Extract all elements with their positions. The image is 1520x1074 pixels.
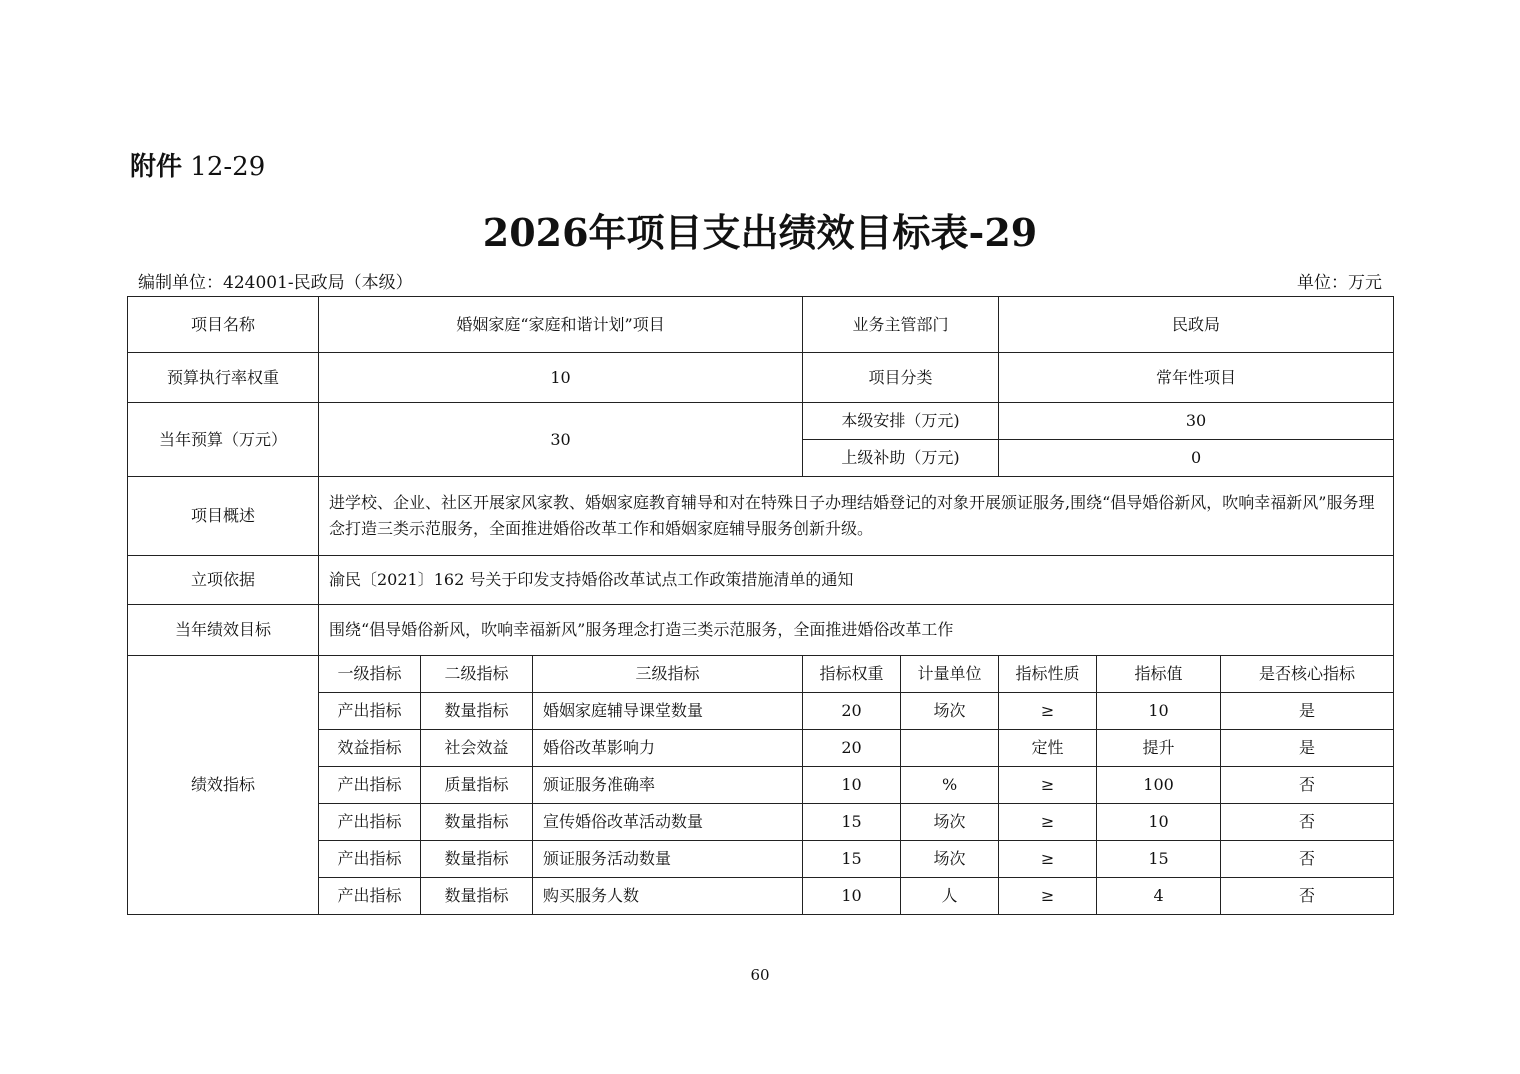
- category-value: 常年性项目: [999, 353, 1394, 403]
- indicator-cell: 婚姻家庭辅导课堂数量: [533, 693, 803, 730]
- indicator-header-cell: 是否核心指标: [1221, 656, 1394, 693]
- indicator-cell: 购买服务人数: [533, 878, 803, 915]
- goal-value: 围绕“倡导婚俗新风，吹响幸福新风”服务理念打造三类示范服务，全面推进婚俗改革工作: [319, 605, 1394, 656]
- dept-value: 民政局: [999, 297, 1394, 353]
- indicator-cell: 15: [1097, 841, 1221, 878]
- local-label: 本级安排（万元): [803, 403, 999, 440]
- indicator-cell: ≥: [999, 693, 1097, 730]
- indicator-header-cell: 指标权重: [803, 656, 901, 693]
- indicator-cell: 数量指标: [421, 804, 533, 841]
- category-label: 项目分类: [803, 353, 999, 403]
- indicator-header-cell: 指标值: [1097, 656, 1221, 693]
- budget-value: 30: [319, 403, 803, 477]
- indicator-cell: 产出指标: [319, 878, 421, 915]
- indicator-cell: 颁证服务活动数量: [533, 841, 803, 878]
- indicator-cell: 15: [803, 804, 901, 841]
- indicator-cell: 定性: [999, 730, 1097, 767]
- indicator-header-cell: 三级指标: [533, 656, 803, 693]
- indicator-cell: 20: [803, 730, 901, 767]
- indicator-cell: 20: [803, 693, 901, 730]
- indicator-cell: 10: [803, 878, 901, 915]
- indicator-header-cell: 计量单位: [901, 656, 999, 693]
- attachment-number: 12-29: [190, 152, 266, 182]
- project-name-label: 项目名称: [128, 297, 319, 353]
- compiling-unit: 编制单位：424001-民政局（本级）: [138, 273, 413, 293]
- indicator-cell: 数量指标: [421, 693, 533, 730]
- weight-row: [128, 353, 1394, 403]
- summary-row: [128, 477, 1394, 556]
- indicator-cell: 10: [803, 767, 901, 804]
- basis-row: [128, 556, 1394, 605]
- indicator-cell: 颁证服务准确率: [533, 767, 803, 804]
- indicators-label: 绩效指标: [128, 656, 319, 915]
- indicator-cell: 婚俗改革影响力: [533, 730, 803, 767]
- indicator-cell: 15: [803, 841, 901, 878]
- indicator-cell: ≥: [999, 767, 1097, 804]
- budget-row-local: [128, 403, 1394, 440]
- summary-label: 项目概述: [128, 477, 319, 556]
- upper-value: 0: [999, 440, 1394, 477]
- indicator-cell: 数量指标: [421, 878, 533, 915]
- project-name-row: [128, 297, 1394, 353]
- indicator-cell: 产出指标: [319, 767, 421, 804]
- attachment-label: 附件: [130, 152, 183, 182]
- indicator-header-cell: 二级指标: [421, 656, 533, 693]
- dept-label: 业务主管部门: [803, 297, 999, 353]
- indicator-cell: 社会效益: [421, 730, 533, 767]
- indicator-cell: 否: [1221, 841, 1394, 878]
- indicator-header-cell: 指标性质: [999, 656, 1097, 693]
- page-number: 60: [750, 966, 770, 984]
- indicator-cell: 产出指标: [319, 804, 421, 841]
- indicator-cell: 产出指标: [319, 841, 421, 878]
- indicator-header-cell: 一级指标: [319, 656, 421, 693]
- indicator-cell: [901, 730, 999, 767]
- project-name-value: 婚姻家庭“家庭和谐计划”项目: [319, 297, 803, 353]
- upper-label: 上级补助（万元): [803, 440, 999, 477]
- goal-row: [128, 605, 1394, 656]
- basis-value: 渝民〔2021〕162 号关于印发支持婚俗改革试点工作政策措施清单的通知: [319, 556, 1394, 605]
- indicator-cell: 4: [1097, 878, 1221, 915]
- indicator-cell: 场次: [901, 804, 999, 841]
- indicator-cell: ≥: [999, 804, 1097, 841]
- summary-value: 进学校、企业、社区开展家风家教、婚姻家庭教育辅导和对在特殊日子办理结婚登记的对象开展颁证服务,围绕“倡导婚俗新风，吹响幸福新风”服务理念打造三类示范服务，全面推进婚俗改革工作和婚姻家庭辅导服务创新升级。: [319, 477, 1394, 556]
- indicator-cell: 提升: [1097, 730, 1221, 767]
- indicator-cell: 人: [901, 878, 999, 915]
- indicator-cell: 效益指标: [319, 730, 421, 767]
- indicator-cell: 场次: [901, 693, 999, 730]
- indicator-cell: 是: [1221, 730, 1394, 767]
- page-title: 2026年项目支出绩效目标表-29: [482, 210, 1038, 255]
- indicator-cell: ≥: [999, 878, 1097, 915]
- local-value: 30: [999, 403, 1394, 440]
- indicator-cell: 10: [1097, 693, 1221, 730]
- indicator-cell: 100: [1097, 767, 1221, 804]
- weight-value: 10: [319, 353, 803, 403]
- indicator-cell: 否: [1221, 878, 1394, 915]
- indicator-cell: %: [901, 767, 999, 804]
- currency-unit: 单位：万元: [1297, 273, 1382, 293]
- performance-table: [127, 296, 1394, 915]
- indicator-cell: ≥: [999, 841, 1097, 878]
- attachment-heading: [130, 146, 265, 183]
- indicator-cell: 宣传婚俗改革活动数量: [533, 804, 803, 841]
- indicator-header-row: [128, 656, 1394, 693]
- indicator-cell: 质量指标: [421, 767, 533, 804]
- goal-label: 当年绩效目标: [128, 605, 319, 656]
- weight-label: 预算执行率权重: [128, 353, 319, 403]
- indicator-cell: 场次: [901, 841, 999, 878]
- basis-label: 立项依据: [128, 556, 319, 605]
- indicator-cell: 否: [1221, 767, 1394, 804]
- indicator-cell: 数量指标: [421, 841, 533, 878]
- indicator-cell: 是: [1221, 693, 1394, 730]
- budget-label: 当年预算（万元）: [128, 403, 319, 477]
- indicator-cell: 产出指标: [319, 693, 421, 730]
- indicator-cell: 否: [1221, 804, 1394, 841]
- indicator-cell: 10: [1097, 804, 1221, 841]
